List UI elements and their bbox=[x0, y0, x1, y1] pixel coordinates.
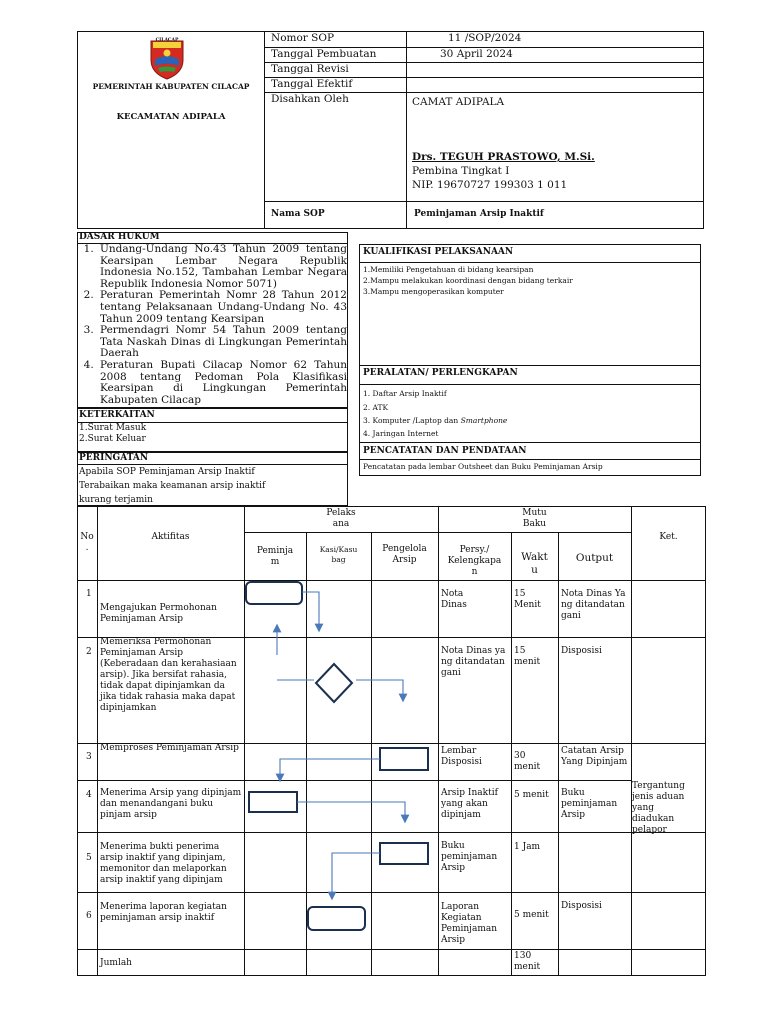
persy-line3: n bbox=[471, 567, 478, 577]
dasar-hukum-item: 2. Peraturan Pemerintah Nomr 28 Tahun 2012 tentang Pelaksanaan Undang-Undang No. 43 Tahun 2009 tentang Kearsipan bbox=[97, 290, 347, 325]
peralatan-item-text: ATK bbox=[372, 403, 389, 412]
persy-line2: Kelengkapa bbox=[447, 556, 502, 566]
kualifikasi-item: 3.Mampu mengoperasikan komputer bbox=[363, 287, 504, 296]
org-line: PEMERINTAH KABUPATEN CILACAP bbox=[92, 82, 250, 91]
peringatan-title: PERINGATAN bbox=[79, 453, 149, 463]
pencatatan-text: Pencatatan pada lembar Outsheet dan Buku Peminjaman Arsip bbox=[363, 462, 603, 471]
row-aktifitas: Memeriksa Permohonan Peminjaman Arsip (Keberadaan dan kerahasiaan arsip). Jika bersifat rahasia, tidak dapat dipinjamkan da jika tidak rahasia maka dapat dipinjamkan bbox=[100, 637, 237, 713]
peralatan-item: 3. Komputer /Laptop dan Smartphone bbox=[363, 416, 508, 425]
row-aktifitas: Memproses Peminjaman Arsip bbox=[100, 743, 239, 753]
mutu-line1: Mutu bbox=[522, 508, 547, 518]
row-output: Disposisi bbox=[561, 901, 602, 911]
flow-arrow bbox=[280, 759, 380, 778]
row-waktu: 130 menit bbox=[514, 951, 541, 972]
dasar-hukum-item: 4. Peraturan Bupati Cilacap Nomor 62 Tahun 2008 tentang Pedoman Pola Klasifikasi Kearsipan di Lingkungan Pemerintah Kabupaten Cilacap bbox=[97, 360, 347, 406]
col-ket-header: Ket. bbox=[659, 532, 678, 542]
col-no-header-text: No bbox=[80, 532, 94, 542]
keterkaitan-item: 2.Surat Keluar bbox=[79, 434, 146, 444]
row-waktu: 15 menit bbox=[514, 646, 541, 667]
kasi-line2: bag bbox=[331, 554, 346, 564]
pengelola-line2: Arsip bbox=[392, 555, 417, 565]
kualifikasi-title: KUALIFIKASI PELAKSANAAN bbox=[363, 247, 514, 257]
pelaksana-line1: Pelaks bbox=[326, 508, 356, 518]
row-no: 2 bbox=[86, 647, 92, 657]
nomor-sop-label: Nomor SOP bbox=[271, 32, 335, 44]
pencatatan-title: PENCATATAN DAN PENDATAAN bbox=[363, 446, 527, 456]
flow-start-shape bbox=[246, 582, 302, 604]
signer-name: Drs. TEGUH PRASTOWO, M.Si. bbox=[412, 151, 595, 163]
nama-sop-label: Nama SOP bbox=[271, 209, 325, 219]
peringatan-line: kurang terjamin bbox=[79, 495, 153, 505]
row-waktu: 30 menit bbox=[514, 751, 541, 772]
flow-end-shape bbox=[308, 907, 365, 930]
tanggal-pembuatan-label: Tanggal Pembuatan bbox=[271, 48, 377, 60]
row-aktifitas: Menerima laporan kegiatan peminjaman arsip inaktif bbox=[100, 902, 227, 923]
peminjam-line1: Peminja bbox=[256, 546, 294, 556]
row-waktu: 15 Menit bbox=[514, 589, 541, 610]
sub-org: KECAMATAN ADIPALA bbox=[116, 112, 226, 122]
logo-caption: CILACAP bbox=[155, 38, 179, 43]
dasar-hukum-item: 1. Undang-Undang No.43 Tahun 2009 tentang Kearsipan Lembar Negara Republik Indonesia No.152, Tambahan Lembar Negara Republik Indonesia Nomor 5071) bbox=[97, 244, 347, 290]
pelaksana-line2: ana bbox=[332, 519, 350, 529]
peralatan-item: 4. Jaringan Internet bbox=[363, 429, 439, 438]
row-output: Catatan Arsip Yang Dipinjam bbox=[561, 746, 628, 767]
row-aktifitas: Mengajukan Permohonan Peminjaman Arsip bbox=[100, 603, 217, 624]
peringatan-line: Terabaikan maka keamanan arsip inaktif bbox=[79, 481, 266, 491]
disahkan-oleh-label: Disahkan Oleh bbox=[271, 93, 349, 105]
pengelola-line1: Pengelola bbox=[382, 544, 427, 554]
dasar-hukum-title: DASAR HUKUM bbox=[79, 232, 160, 242]
tanggal-pembuatan-value: 30 April 2024 bbox=[440, 48, 513, 60]
kasi-line1: Kasi/Kasu bbox=[319, 545, 358, 554]
kualifikasi-item: 1.Memiliki Pengetahuan di bidang kearsipan bbox=[363, 265, 534, 274]
col-no-header-dot: . bbox=[85, 543, 89, 553]
row-aktifitas: Menerima bukti penerima arsip inaktif yang dipinjam, memonitor dan melaporkan arsip inaktif yang dipinjam bbox=[100, 842, 227, 885]
row-waktu: 5 menit bbox=[514, 790, 549, 800]
row-aktifitas: Jumlah bbox=[100, 958, 132, 968]
keterkaitan-item: 1.Surat Masuk bbox=[79, 423, 147, 433]
dasar-hukum-item: 3. Permendagri Nomr 54 Tahun 2009 tentang Tata Naskah Dinas di Lingkungan Pemerintah Daerah bbox=[97, 325, 347, 360]
peralatan-item-italic: Smartphone bbox=[460, 416, 508, 425]
kualifikasi-item: 2.Mampu melakukan koordinasi dengan bidang terkair bbox=[363, 276, 573, 285]
peralatan-item-text: Jaringan Internet bbox=[372, 429, 439, 438]
waktu-line1: Wakt bbox=[521, 551, 548, 563]
row-persy: Laporan Kegiatan Peminjaman Arsip bbox=[441, 902, 498, 945]
row-persy: Lembar Disposisi bbox=[441, 746, 482, 767]
row-persy: Arsip Inaktif yang akan dipinjam bbox=[441, 788, 498, 820]
signer-rank: Pembina Tingkat I bbox=[412, 165, 510, 177]
nama-sop-value: Peminjaman Arsip Inaktif bbox=[414, 209, 544, 219]
row-output: Disposisi bbox=[561, 646, 602, 656]
signer-nip: NIP. 19670727 199303 1 011 bbox=[412, 179, 568, 191]
row-persy: Nota Dinas yang ditandatangani bbox=[441, 646, 506, 678]
disahkan-oleh-value: CAMAT ADIPALA bbox=[412, 96, 505, 108]
tanggal-efektif-label: Tanggal Efektif bbox=[271, 78, 353, 90]
peralatan-item: 1. Daftar Arsip Inaktif bbox=[363, 389, 447, 398]
row-waktu: 1 Jam bbox=[514, 842, 541, 852]
flow-decision-diamond bbox=[316, 664, 352, 702]
peralatan-item-text: Komputer /Laptop dan bbox=[372, 416, 461, 425]
row-waktu: 5 menit bbox=[514, 910, 549, 920]
col-output-header: Output bbox=[575, 552, 614, 564]
row-no: 1 bbox=[86, 589, 92, 599]
flow-process-shape bbox=[380, 843, 428, 864]
flow-process-shape bbox=[380, 748, 428, 770]
mutu-line2: Baku bbox=[522, 519, 547, 529]
waktu-line2: u bbox=[531, 563, 538, 576]
flow-arrow bbox=[356, 680, 403, 698]
persy-line1: Persy./ bbox=[459, 545, 490, 555]
row-no: 3 bbox=[86, 752, 92, 762]
row-no: 6 bbox=[86, 911, 92, 921]
row-no: 4 bbox=[86, 790, 92, 800]
peralatan-item: 2. ATK bbox=[363, 403, 389, 412]
peminjam-line2: m bbox=[270, 557, 280, 567]
row-output: Buku peminjaman Arsip bbox=[561, 788, 618, 820]
flow-arrow bbox=[332, 853, 380, 896]
row-persy: Nota Dinas bbox=[441, 589, 467, 610]
flow-arrow bbox=[297, 802, 405, 819]
row-aktifitas: Menerima Arsip yang dipinjam dan menandangani buku pinjam arsip bbox=[100, 788, 242, 820]
flow-process-shape bbox=[249, 792, 297, 812]
col-aktifitas-header: Aktifitas bbox=[151, 532, 190, 542]
peringatan-line: Apabila SOP Peminjaman Arsip Inaktif bbox=[79, 467, 255, 477]
nomor-sop-value: 11 /SOP/2024 bbox=[448, 32, 522, 44]
flow-arrow bbox=[302, 592, 319, 628]
row-persy: Buku peminjaman Arsip bbox=[441, 841, 498, 873]
peralatan-title: PERALATAN/ PERLENGKAPAN bbox=[363, 368, 518, 378]
row-output: Nota Dinas Yang ditandatangani bbox=[561, 589, 626, 621]
row-no: 5 bbox=[86, 853, 92, 863]
row-ket: Tergantung jenis aduan yang diadukan pelapor bbox=[632, 781, 685, 835]
keterkaitan-title: KETERKAITAN bbox=[79, 410, 155, 420]
tanggal-revisi-label: Tanggal Revisi bbox=[271, 63, 349, 75]
peralatan-item-text: Daftar Arsip Inaktif bbox=[372, 389, 447, 398]
